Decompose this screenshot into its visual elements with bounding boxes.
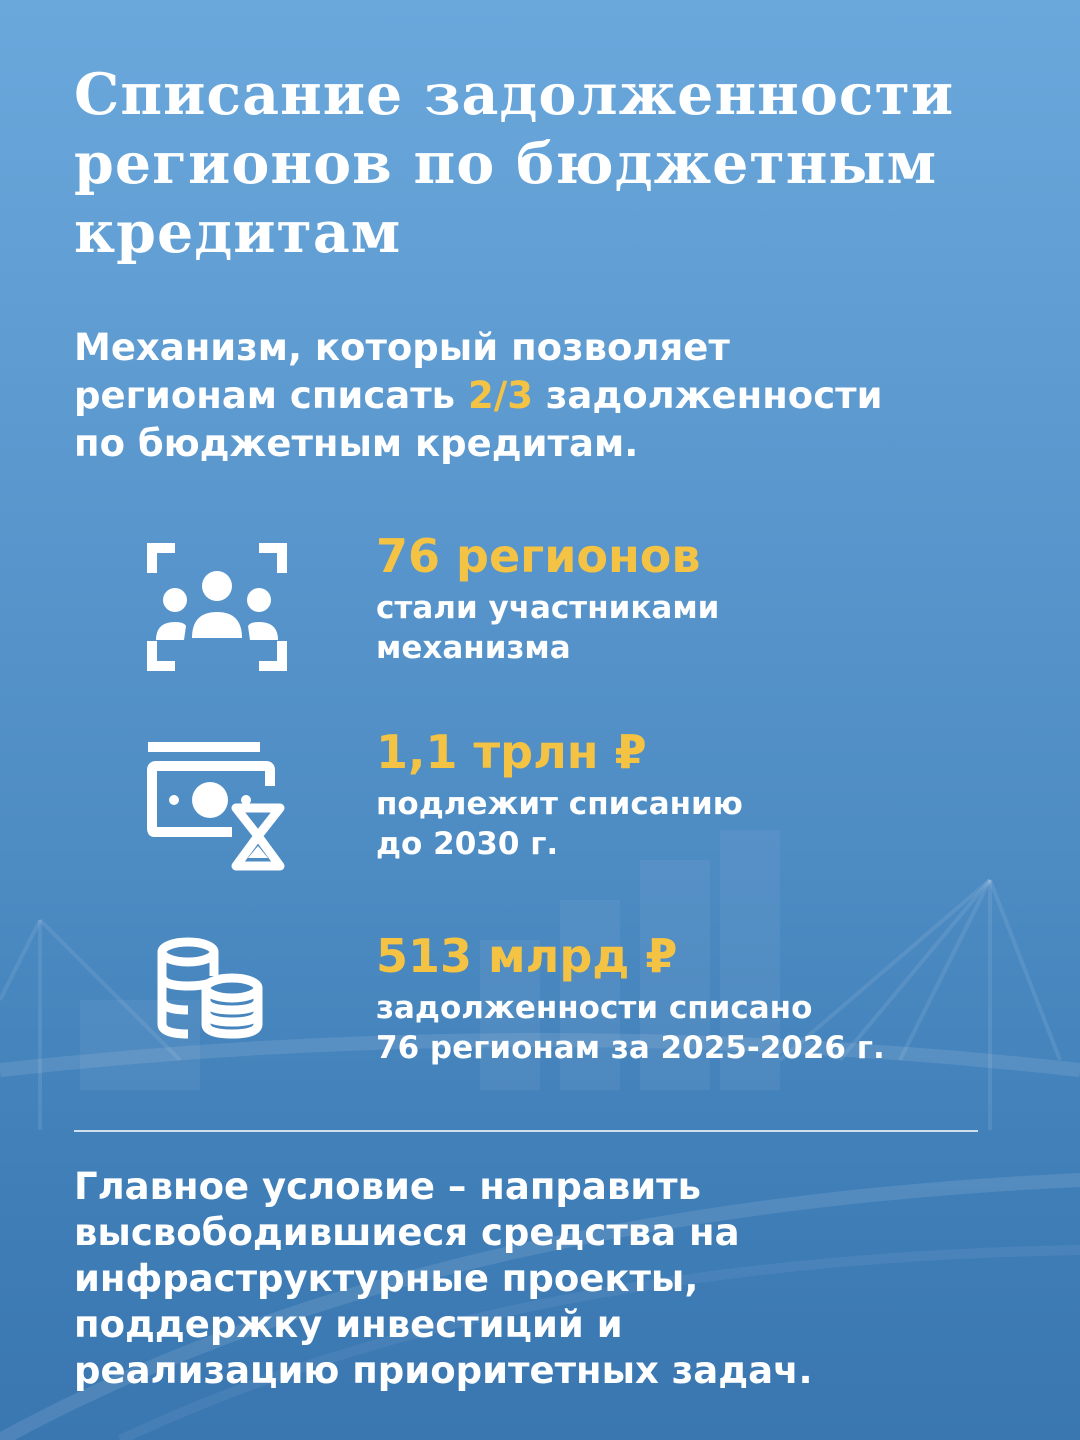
footer-line: инфраструктурные проекты, [74,1257,699,1300]
stat-text [376,724,1036,864]
title-line: регионов по бюджетным [74,130,938,197]
stat-description-line: стали участниками [376,590,720,626]
stat-description [376,784,1036,864]
stat-value: 1,1 трлн ₽ [376,725,647,779]
main-condition-paragraph [74,1164,1034,1394]
footer-line: Главное условие – направить [74,1165,702,1208]
stat-value: 513 млрд ₽ [376,929,678,983]
page-title [74,60,1034,267]
stat-description-line: подлежит списанию [376,786,743,822]
stat-value: 76 регионов [376,529,701,583]
stat-text [376,928,1036,1068]
lead-line-part: задолженности [532,374,883,417]
title-line: Списание задолженности [74,61,955,128]
stat-total-writeoff [140,724,1040,884]
stat-description [376,588,1036,668]
stat-text [376,528,1036,668]
money-hourglass-icon [140,724,290,874]
stat-description-line: 76 регионам за 2025-2026 г. [376,1030,885,1066]
people-group-icon [140,528,290,678]
lead-line: по бюджетным кредитам. [74,422,639,465]
coins-stack-icon [140,928,290,1078]
stat-description-line: механизма [376,630,571,666]
lead-line-part: регионам списать [74,374,468,417]
title-line: кредитам [74,199,402,266]
lead-accent-fraction: 2/3 [467,374,533,417]
section-divider [74,1130,978,1132]
lead-line: Механизм, который позволяет [74,326,730,369]
footer-line: реализацию приоритетных задач. [74,1349,813,1392]
footer-line: поддержку инвестиций и [74,1303,623,1346]
stat-regions [140,528,1040,688]
stat-written-off [140,928,1040,1088]
stat-description-line: до 2030 г. [376,826,559,862]
footer-line: высвободившиеся средства на [74,1211,740,1254]
stat-description-line: задолженности списано [376,990,813,1026]
lead-paragraph [74,324,1034,468]
stat-description [376,988,1036,1068]
